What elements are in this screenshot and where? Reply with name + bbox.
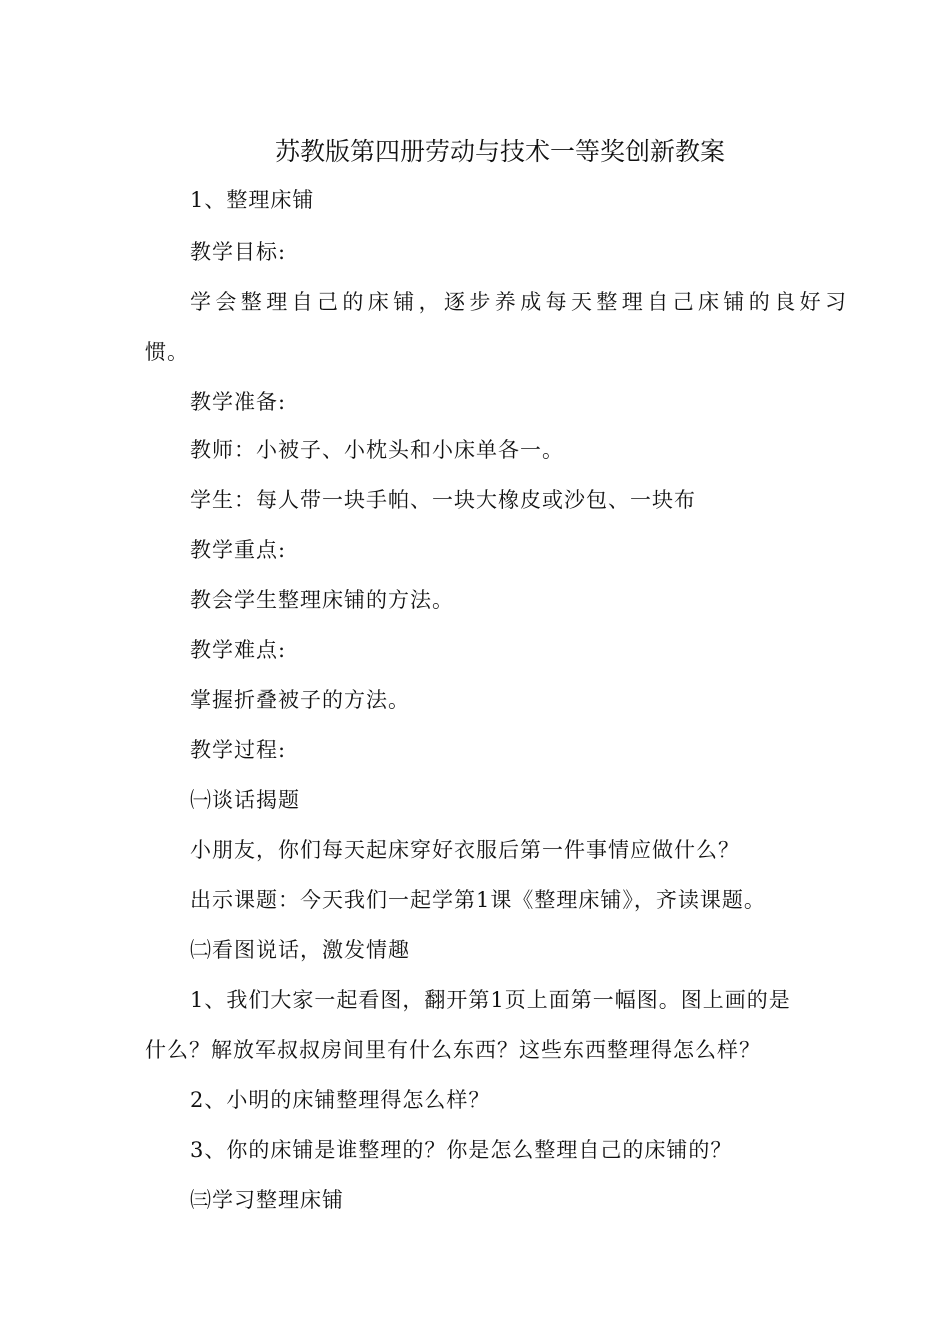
paragraph-line: 出示课题：今天我们一起学第1课《整理床铺》，齐读课题。 [190,888,766,912]
paragraph-line: 学生：每人带一块手帕、一块大橡皮或沙包、一块布 [190,488,696,512]
paragraph-line: 掌握折叠被子的方法。 [190,688,410,712]
paragraph-line: 学会整理自己的床铺，逐步养成每天整理自己床铺的良好习 [190,290,851,314]
step-heading: ㈢学习整理床铺 [190,1188,344,1212]
paragraph-line: 什么？解放军叔叔房间里有什么东西？这些东西整理得怎么样？ [145,1038,761,1062]
paragraph-line: 教会学生整理床铺的方法。 [190,588,454,612]
paragraph-line: 3、你的床铺是谁整理的？你是怎么整理自己的床铺的？ [190,1138,733,1162]
step-heading: ㈠谈话揭题 [190,788,300,812]
section-label-preparation: 教学准备: [190,390,287,414]
document-title: 苏教版第四册劳动与技术一等奖创新教案 [274,137,725,166]
paragraph-line: 2、小明的床铺整理得怎么样？ [190,1088,491,1112]
section-label-difficulties: 教学难点: [190,638,287,662]
paragraph-line: 惯。 [145,340,189,364]
step-heading: ㈡看图说话，激发情趣 [190,938,410,962]
section-label-objectives: 教学目标: [190,240,287,264]
section-label-key-points: 教学重点: [190,538,287,562]
paragraph-line: 教师：小被子、小枕头和小床单各一。 [190,438,564,462]
lesson-heading: 1、整理床铺 [190,188,315,212]
paragraph-line: 小朋友，你们每天起床穿好衣服后第一件事情应做什么？ [190,838,740,862]
paragraph-line: 1、我们大家一起看图，翻开第1页上面第一幅图。图上画的是 [190,988,791,1012]
section-label-process: 教学过程: [190,738,287,762]
